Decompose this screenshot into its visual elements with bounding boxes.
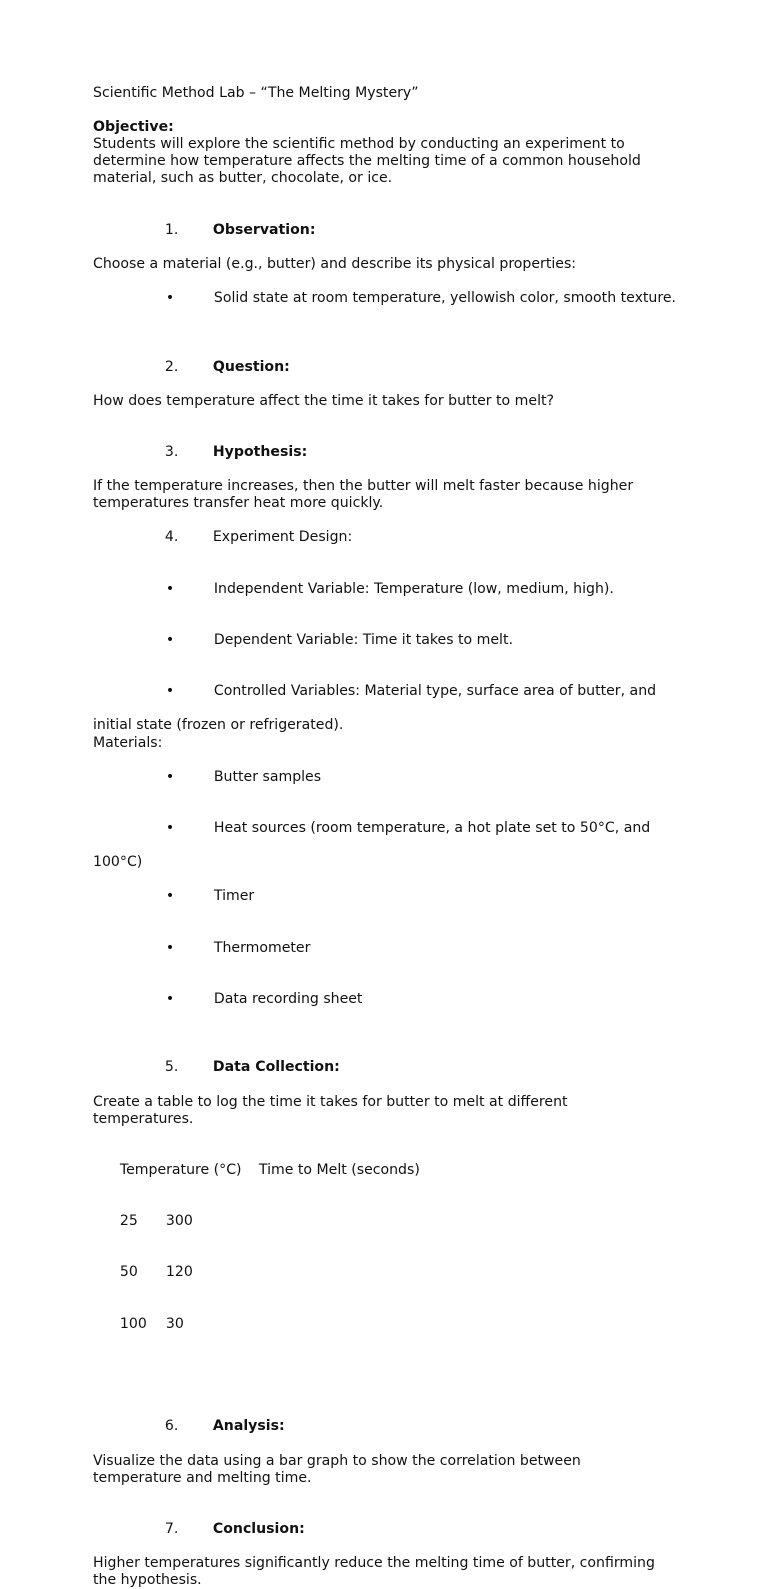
objective-line: material, such as butter, chocolate, or ice.: [93, 170, 393, 187]
materials-item: Butter samples: [213, 768, 322, 785]
section-number: 3.: [164, 443, 179, 460]
bullet-icon: •: [165, 683, 175, 700]
bullet-icon: •: [165, 888, 175, 905]
spacer: [93, 102, 693, 119]
bullet-icon: •: [165, 632, 175, 648]
design-bullet-row: [93, 615, 693, 666]
observation-text: Choose a material (e.g., butter) and describe its physical properties:: [93, 255, 577, 272]
spacer: [93, 1025, 693, 1042]
section-number: 4.: [164, 529, 179, 546]
spacer: [93, 410, 693, 427]
section-number: 7.: [164, 1520, 179, 1537]
hypothesis-line: temperatures transfer heat more quickly.: [93, 495, 384, 512]
analysis-heading-row: [93, 1401, 693, 1452]
question-heading: Question:: [212, 358, 290, 375]
section-number: 2.: [164, 358, 179, 375]
spacer: [93, 1350, 693, 1367]
design-bullet-row: [93, 564, 693, 615]
section-number: 6.: [164, 1418, 179, 1435]
table-row: [93, 1196, 693, 1247]
collection-heading-row: [93, 1042, 693, 1093]
analysis-heading: Analysis:: [212, 1418, 285, 1435]
materials-item-row: [93, 803, 693, 854]
spacer: [93, 1367, 693, 1384]
bullet-icon: •: [165, 820, 175, 837]
materials-item: Thermometer: [213, 939, 311, 956]
spacer: [93, 324, 693, 341]
objective-heading: Objective:: [93, 119, 174, 136]
table-cell: 50: [119, 1264, 138, 1281]
spacer: [93, 1384, 693, 1401]
hypothesis-heading: Hypothesis:: [212, 443, 308, 460]
hypothesis-heading-row: [93, 427, 693, 478]
analysis-line: temperature and melting time.: [93, 1469, 312, 1486]
design-heading-row: [93, 512, 693, 563]
question-heading-row: [93, 341, 693, 392]
section-number: 1.: [164, 221, 179, 238]
bullet-icon: •: [165, 768, 175, 785]
question-text: How does temperature affect the time it takes for butter to melt?: [93, 392, 554, 409]
conclusion-heading: Conclusion:: [212, 1520, 305, 1537]
table-cell: 30: [165, 1315, 184, 1332]
materials-heading: Materials:: [93, 734, 163, 751]
observation-heading: Observation:: [212, 221, 316, 238]
table-header: Temperature (°C): [119, 1161, 242, 1178]
design-bullet: Independent Variable: Temperature (low, medium, high).: [213, 580, 614, 597]
section-number: 5.: [164, 1059, 179, 1076]
collection-line: Create a table to log the time it takes for butter to melt at different: [93, 1093, 568, 1110]
conclusion-heading-row: [93, 1504, 693, 1555]
materials-item-row: [93, 974, 693, 1025]
observation-heading-row: [93, 205, 693, 256]
design-bullet: Controlled Variables: Material type, surface area of butter, and: [213, 683, 657, 700]
analysis-line: Visualize the data using a bar graph to show the correlation between: [93, 1452, 581, 1469]
spacer: [93, 1487, 693, 1504]
table-header: Time to Melt (seconds): [258, 1161, 420, 1178]
table-row: [93, 1247, 693, 1298]
objective-line: Students will explore the scientific method by conducting an experiment to: [93, 136, 625, 153]
conclusion-line: the hypothesis.: [93, 1572, 202, 1589]
spacer: [93, 188, 693, 205]
materials-item: Heat sources (room temperature, a hot plate set to 50°C, and: [213, 820, 651, 837]
bullet-icon: •: [165, 580, 175, 597]
observation-bullet: Solid state at room temperature, yellowish color, smooth texture.: [213, 290, 676, 307]
table-cell: 120: [165, 1264, 193, 1281]
collection-line: temperatures.: [93, 1110, 194, 1127]
materials-item-row: [93, 871, 693, 922]
bullet-icon: •: [165, 290, 175, 307]
collection-heading: Data Collection:: [212, 1059, 340, 1076]
document-title: Scientific Method Lab – “The Melting Mystery”: [93, 85, 419, 101]
observation-bullet-row: [93, 273, 693, 324]
table-cell: 100: [119, 1315, 147, 1332]
design-bullet-row: [93, 666, 693, 717]
materials-item: Timer: [213, 888, 255, 905]
materials-item: Data recording sheet: [213, 990, 363, 1007]
bullet-icon: •: [165, 990, 175, 1007]
table-cell: 300: [165, 1213, 193, 1230]
bullet-icon: •: [165, 939, 175, 956]
conclusion-line: Higher temperatures significantly reduce the melting time of butter, confirming: [93, 1555, 655, 1572]
design-heading: Experiment Design:: [212, 529, 353, 546]
table-cell: 25: [119, 1213, 138, 1230]
design-continuation: initial state (frozen or refrigerated).: [93, 717, 344, 734]
table-row: [93, 1299, 693, 1350]
objective-line: determine how temperature affects the melting time of a common household: [93, 153, 641, 170]
materials-item-row: [93, 752, 693, 803]
document-body: [93, 85, 693, 1589]
materials-continuation: 100°C): [93, 854, 143, 871]
hypothesis-line: If the temperature increases, then the butter will melt faster because higher: [93, 478, 634, 495]
spacer: [93, 1128, 693, 1145]
table-header-row: [93, 1145, 693, 1196]
materials-item-row: [93, 923, 693, 974]
design-bullet: Dependent Variable: Time it takes to melt.: [213, 632, 513, 648]
